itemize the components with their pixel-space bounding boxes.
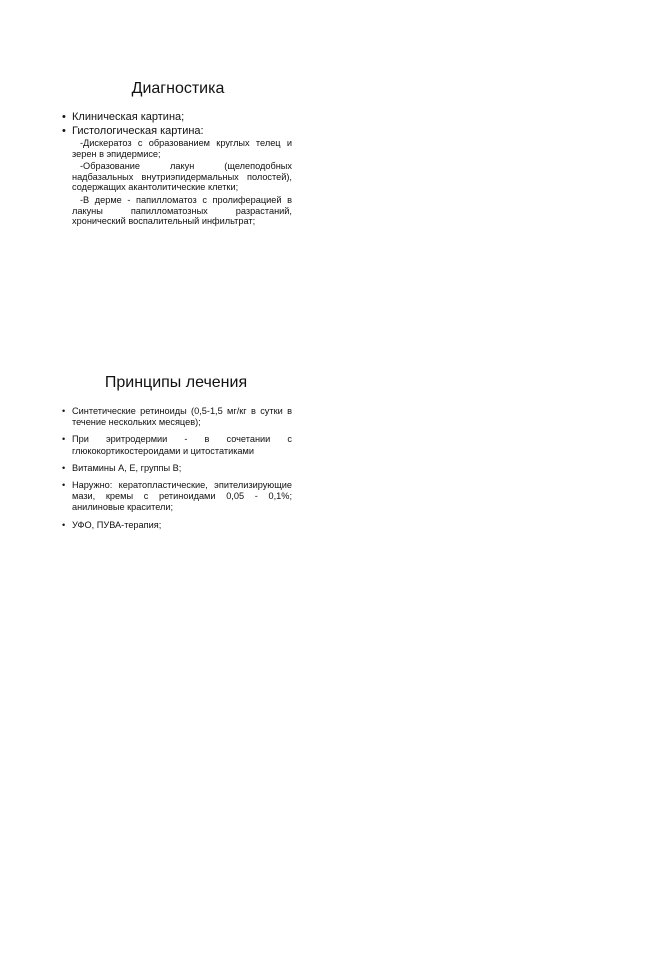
diagnostics-list <box>60 110 292 138</box>
list-item: • Наружно: кератопластические, эпителизирующие мази, кремы с ретиноидами 0,05 - 0,1%; анилиновые красители; <box>60 480 292 514</box>
sub-item: -Дискератоз с образованием круглых телец и зерен в эпидермисе; <box>72 138 292 159</box>
list-item: • УФО, ПУВА-терапия; <box>60 520 292 531</box>
treatment-list <box>60 406 292 531</box>
sub-item: -В дерме - папилломатоз с пролиферацией в лакуны папилломатозных разрастаний, хронический воспалительный инфильтрат; <box>72 194 292 227</box>
sub-item: -Образование лакун (щелеподобных надбазальных внутриэпидермальных полостей), содержащих акантолитические клетки; <box>72 161 292 193</box>
list-item: • Синтетические ретиноиды (0,5-1,5 мг/кг в сутки в течение нескольких месяцев); <box>60 406 292 428</box>
list-item: • При эритродермии - в сочетании с глюкокортикостероидами и цитостатиками <box>60 434 292 456</box>
list-item: • Витамины А, Е, группы В; <box>60 463 292 474</box>
diagnostics-title: Диагностика <box>131 80 225 97</box>
list-item: • Клиническая картина; <box>60 110 292 124</box>
diagnostics-slide <box>60 80 292 229</box>
treatment-title: Принципы лечения <box>104 374 248 391</box>
list-item: • Гистологическая картина: <box>60 124 292 138</box>
treatment-slide <box>60 374 292 537</box>
